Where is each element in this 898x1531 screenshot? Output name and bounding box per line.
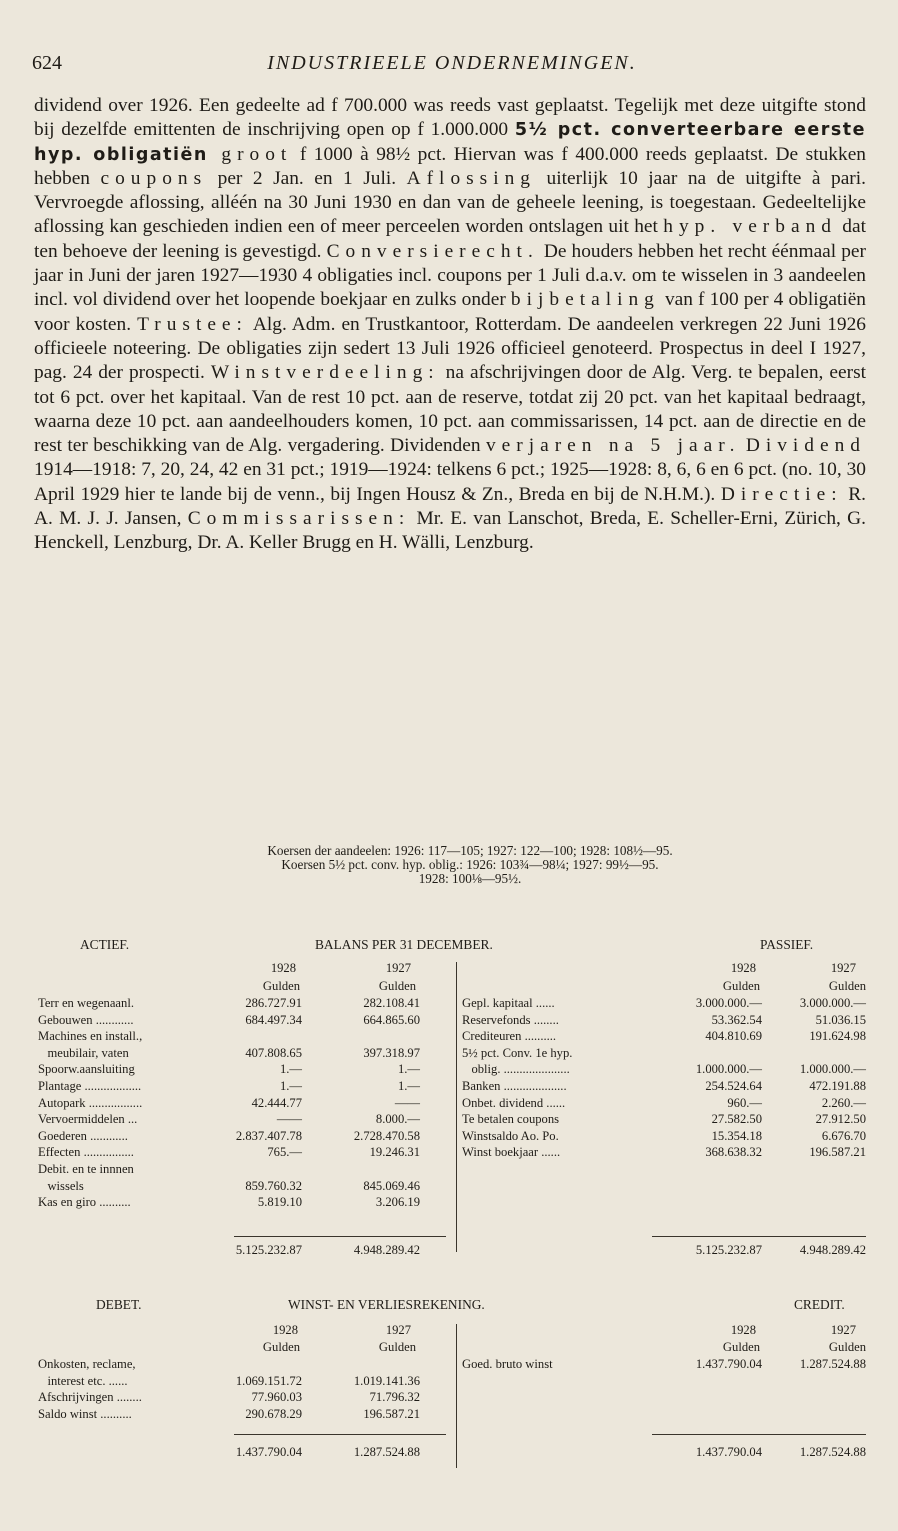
text-run: 1914—1918: 7, 20, 24, 42 en 31 pct.; 1919—1924: telkens 6 pct.; 1925—1928: 8, 6, 6 en 6 pct. (no. 10, 30 April 1929 hier te lande bij de venn., bij Ingen Housz & Zn., Breda en bij de N.H.M.). <box>34 459 866 505</box>
winst-year-1928: 1928 <box>272 1323 298 1337</box>
winst-unit: Gulden <box>262 1340 300 1354</box>
page-header <box>32 52 872 82</box>
actief-row-label: Terr en wegenaanl. <box>38 997 134 1010</box>
text-run: Mr. E. van Lanschot, Breda, E. Scheller-Erni, Zürich, G. Henckell, Lenzburg, Dr. A. Keller Brugg en H. Wälli, Lenzburg. <box>34 508 867 554</box>
actief-row-1928: —— <box>276 1112 302 1127</box>
balans-total-right-1927: 4.948.289.42 <box>799 1243 866 1257</box>
credit-row-label: Goed. bruto winst <box>462 1358 553 1371</box>
column-divider <box>456 1324 457 1468</box>
text-run: per 2 Jan. en 1 Juli. <box>207 167 407 189</box>
passief-row-1927: 191.624.98 <box>809 1029 866 1044</box>
balans-left-title: ACTIEF. <box>80 937 130 952</box>
winst-right-title: CREDIT. <box>794 1297 845 1312</box>
winst-left-title: DEBET. <box>96 1297 142 1312</box>
actief-row-label: Machines en install., <box>38 1030 143 1044</box>
actief-row-label: Gebouwen ............ <box>38 1013 134 1027</box>
text-run: van f 100 per 4 obligatiën voor kosten. <box>34 289 867 335</box>
debet-row-1927: 71.796.32 <box>369 1390 420 1405</box>
body-paragraph <box>34 94 866 556</box>
winst-unit: Gulden <box>378 1340 416 1354</box>
passief-row-label: Reservefonds ........ <box>462 1013 559 1027</box>
spaced-run: Directie: <box>720 483 843 505</box>
debet-row-label: interest etc. ...... <box>38 1374 128 1388</box>
balans-total-left-1928: 5.125.232.87 <box>235 1243 302 1257</box>
passief-row-label: Winstsaldo Ao. Po. <box>462 1129 559 1143</box>
debet-row-label: Saldo winst .......... <box>38 1407 132 1421</box>
passief-row-1927: 51.036.15 <box>815 1012 866 1027</box>
passief-row-1927: 6.676.70 <box>821 1128 866 1143</box>
passief-row-label: Banken .................... <box>462 1080 567 1093</box>
spaced-run: Trustee: <box>137 313 248 335</box>
winst-total-left-1927: 1.287.524.88 <box>353 1445 420 1459</box>
actief-row-1928: 42.444.77 <box>251 1095 302 1110</box>
total-rule <box>652 1236 866 1237</box>
passief-row-1927: 27.912.50 <box>815 1112 866 1127</box>
passief-row-1928: 3.000.000.— <box>695 996 762 1010</box>
actief-row-1927: 845.069.46 <box>363 1178 420 1193</box>
spaced-run: Commissarissen: <box>187 508 411 530</box>
text-run: na afschrijvingen door de Alg. Verg. te bepalen, eerst tot 6 pct. over het kapitaal. Van de rest 10 pct. aan de reserve, totdat zij 20 pct. van het kapitaal bedraagt, waarna deze 10 pct. aan aandeelhouders komen, 10 pct. aan commissarissen, 14 pct. aan de directie en de rest ter beschikking van de Alg. vergadering. Dividenden <box>34 362 866 457</box>
text-run: Alg. Adm. en Trustkantoor, Rotterdam. De aandeelen verkregen 22 Juni 1926 officieele noteering. De obligaties zijn sedert 13 Juli 1926 officieel genoteerd. Prospectus in deel I 1927, pag. 24 der prospecti. <box>34 313 866 384</box>
winst-year-1927-right: 1927 <box>830 1323 856 1337</box>
balans-unit: Gulden <box>828 979 866 993</box>
passief-row-1928: 15.354.18 <box>711 1128 762 1143</box>
spaced-run: hyp. verband <box>663 216 837 238</box>
koersen-line: Koersen der aandeelen: 1926: 117—105; 1927: 122—100; 1928: 108½—95. <box>267 843 673 858</box>
total-rule <box>234 1236 446 1237</box>
actief-row-label: Kas en giro .......... <box>38 1196 131 1210</box>
balans-unit: Gulden <box>262 979 300 993</box>
column-divider <box>456 962 457 1252</box>
actief-row-label: wissels <box>38 1179 84 1193</box>
debet-row-1928: 1.069.151.72 <box>235 1373 302 1388</box>
actief-row-1928: 765.— <box>267 1145 302 1160</box>
actief-row-label: Effecten ................ <box>38 1146 134 1160</box>
spaced-run: Aflossing <box>406 167 537 189</box>
passief-row-label: Gepl. kapitaal ...... <box>462 997 555 1010</box>
debet-row-1928: 77.960.03 <box>251 1390 302 1405</box>
actief-row-1928: 1.— <box>279 1079 302 1093</box>
debet-row-1928: 290.678.29 <box>245 1406 302 1421</box>
passief-row-1928: 368.638.32 <box>705 1145 762 1160</box>
passief-row-1927: 472.191.88 <box>809 1079 866 1093</box>
actief-row-label: Goederen ............ <box>38 1129 128 1143</box>
balans-year-1927: 1927 <box>385 961 411 975</box>
actief-row-1928: 2.837.407.78 <box>235 1128 302 1143</box>
spaced-run: groot <box>207 143 293 165</box>
actief-row-label: Vervoermiddelen ... <box>38 1113 138 1127</box>
actief-row-1927: 3.206.19 <box>375 1195 420 1210</box>
text-run: dividend over 1926. Een gedeelte ad f 700.000 was reeds vast geplaatst. Tegelijk met deze uitgifte stond bij dezelfde emittenten de inschrijving open op f 1.000.000 <box>34 95 866 141</box>
passief-row-label: 5½ pct. Conv. 1e hyp. <box>462 1046 573 1060</box>
actief-row-1927: 397.318.97 <box>363 1045 420 1060</box>
passief-row-label: Te betalen coupons <box>462 1113 560 1127</box>
actief-row-1928: 859.760.32 <box>245 1178 302 1193</box>
debet-row-label: Onkosten, reclame, <box>38 1358 136 1371</box>
debet-row-label: Afschrijvingen ........ <box>38 1391 142 1405</box>
actief-row-label: meubilair, vaten <box>38 1046 129 1060</box>
koersen-line: 1928: 100⅛—95½. <box>418 871 522 886</box>
spaced-run: Dividend <box>745 435 866 457</box>
passief-row-1928: 1.000.000.— <box>695 1062 762 1077</box>
winst-year-1927: 1927 <box>385 1323 411 1337</box>
text-run: R. A. M. J. J. Jansen, <box>34 483 866 530</box>
koersen-block <box>100 844 840 886</box>
text-run: uiterlijk 10 jaar na de uitgifte à pari. Vervroegde aflossing, alléén na 30 Juni 1930 en dan van de geheele leening, is toegestaan. Gedeeltelijke aflossing kan geschieden indien een of meer perceelen worden ontslagen uit het <box>34 167 866 238</box>
winst-total-left-1928: 1.437.790.04 <box>235 1445 302 1459</box>
actief-row-label: Debit. en te innnen <box>38 1163 134 1176</box>
actief-row-label: Plantage .................. <box>38 1080 142 1093</box>
winst-unit: Gulden <box>828 1340 866 1354</box>
balans-total-left-1927: 4.948.289.42 <box>353 1243 420 1257</box>
actief-row-1928: 1.— <box>279 1062 302 1077</box>
actief-row-1927: 1.— <box>397 1062 420 1077</box>
balans-right-title: PASSIEF. <box>760 937 814 952</box>
actief-row-1927: 282.108.41 <box>363 996 420 1010</box>
passief-row-label: Winst boekjaar ...... <box>462 1146 561 1160</box>
actief-row-1928: 684.497.34 <box>245 1012 302 1027</box>
balans-unit: Gulden <box>378 979 416 993</box>
balans-year-1927-right: 1927 <box>830 961 856 975</box>
spaced-run: Winstverdeeling: <box>210 362 440 384</box>
balans-center-title: BALANS PER 31 DECEMBER. <box>315 937 493 952</box>
text-run: f 1000 à 98½ pct. Hiervan was f 400.000 reeds geplaatst. De stukken hebben <box>34 143 866 189</box>
koersen-line: Koersen 5½ pct. conv. hyp. oblig.: 1926: 103¾—98¼; 1927: 99½—95. <box>281 857 659 872</box>
actief-row-1928: 5.819.10 <box>257 1195 302 1210</box>
passief-row-1928: 53.362.54 <box>711 1012 762 1027</box>
credit-row-1928: 1.437.790.04 <box>695 1357 762 1371</box>
text-run: dat ten behoeve der leening is gevestigd. <box>34 216 866 262</box>
actief-row-1927: 2.728.470.58 <box>353 1128 420 1143</box>
balans-year-1928: 1928 <box>270 961 296 975</box>
winst-center-title: WINST- EN VERLIESREKENING. <box>288 1297 485 1312</box>
winst-total-right-1928: 1.437.790.04 <box>695 1445 762 1459</box>
actief-row-1927: —— <box>394 1095 420 1110</box>
bold-run: 5½ pct. converteerbare eerste hyp. obligatiën <box>34 120 866 165</box>
spaced-run: Conversierecht. <box>326 240 539 262</box>
balans-year-1928-right: 1928 <box>730 961 756 975</box>
passief-row-label: Crediteuren .......... <box>462 1030 557 1044</box>
winst-total-right-1927: 1.287.524.88 <box>799 1445 866 1459</box>
passief-row-1928: 254.524.64 <box>705 1079 762 1093</box>
text-run: De houders hebben het recht éénmaal per jaar in Juni der jaren 1927—1930 4 obligaties incl. coupons per 1 Juli d.a.v. om te wisselen in 3 aandeelen incl. vol dividend over het loopende boekjaar en zulks onder <box>34 240 866 311</box>
passief-row-1928: 27.582.50 <box>711 1112 762 1127</box>
actief-row-1927: 1.— <box>397 1079 420 1093</box>
passief-row-1928: 960.— <box>727 1095 762 1110</box>
debet-row-1927: 196.587.21 <box>363 1406 420 1421</box>
spaced-run: coupons <box>100 167 208 189</box>
credit-row-1927: 1.287.524.88 <box>799 1357 866 1371</box>
spaced-run: verjaren na 5 jaar. <box>485 435 741 457</box>
debet-row-1927: 1.019.141.36 <box>353 1373 420 1388</box>
actief-row-1927: 8.000.— <box>375 1112 420 1127</box>
passief-row-1927: 1.000.000.— <box>799 1062 866 1077</box>
actief-row-label: Spoorw.aansluiting <box>38 1063 135 1077</box>
passief-row-label: Onbet. dividend ...... <box>462 1096 566 1110</box>
passief-row-1928: 404.810.69 <box>705 1029 762 1044</box>
total-rule <box>234 1434 446 1435</box>
balans-unit: Gulden <box>722 979 760 993</box>
actief-row-1927: 664.865.60 <box>363 1012 420 1027</box>
actief-row-1928: 407.808.65 <box>245 1045 302 1060</box>
passief-row-label: oblig. ..................... <box>462 1063 570 1077</box>
winst-unit: Gulden <box>722 1340 760 1354</box>
running-title: INDUSTRIEELE ONDERNEMINGEN. <box>267 52 637 74</box>
actief-row-1928: 286.727.91 <box>245 996 302 1010</box>
actief-row-label: Autopark ................. <box>38 1096 143 1110</box>
total-rule <box>652 1434 866 1435</box>
passief-row-1927: 2.260.— <box>821 1095 866 1110</box>
actief-row-1927: 19.246.31 <box>369 1145 420 1160</box>
winst-year-1928-right: 1928 <box>730 1323 756 1337</box>
passief-row-1927: 196.587.21 <box>809 1145 866 1160</box>
balans-total-right-1928: 5.125.232.87 <box>695 1243 762 1257</box>
page-number: 624 <box>32 52 62 74</box>
passief-row-1927: 3.000.000.— <box>799 996 866 1010</box>
spaced-run: bijbetaling <box>510 289 660 311</box>
